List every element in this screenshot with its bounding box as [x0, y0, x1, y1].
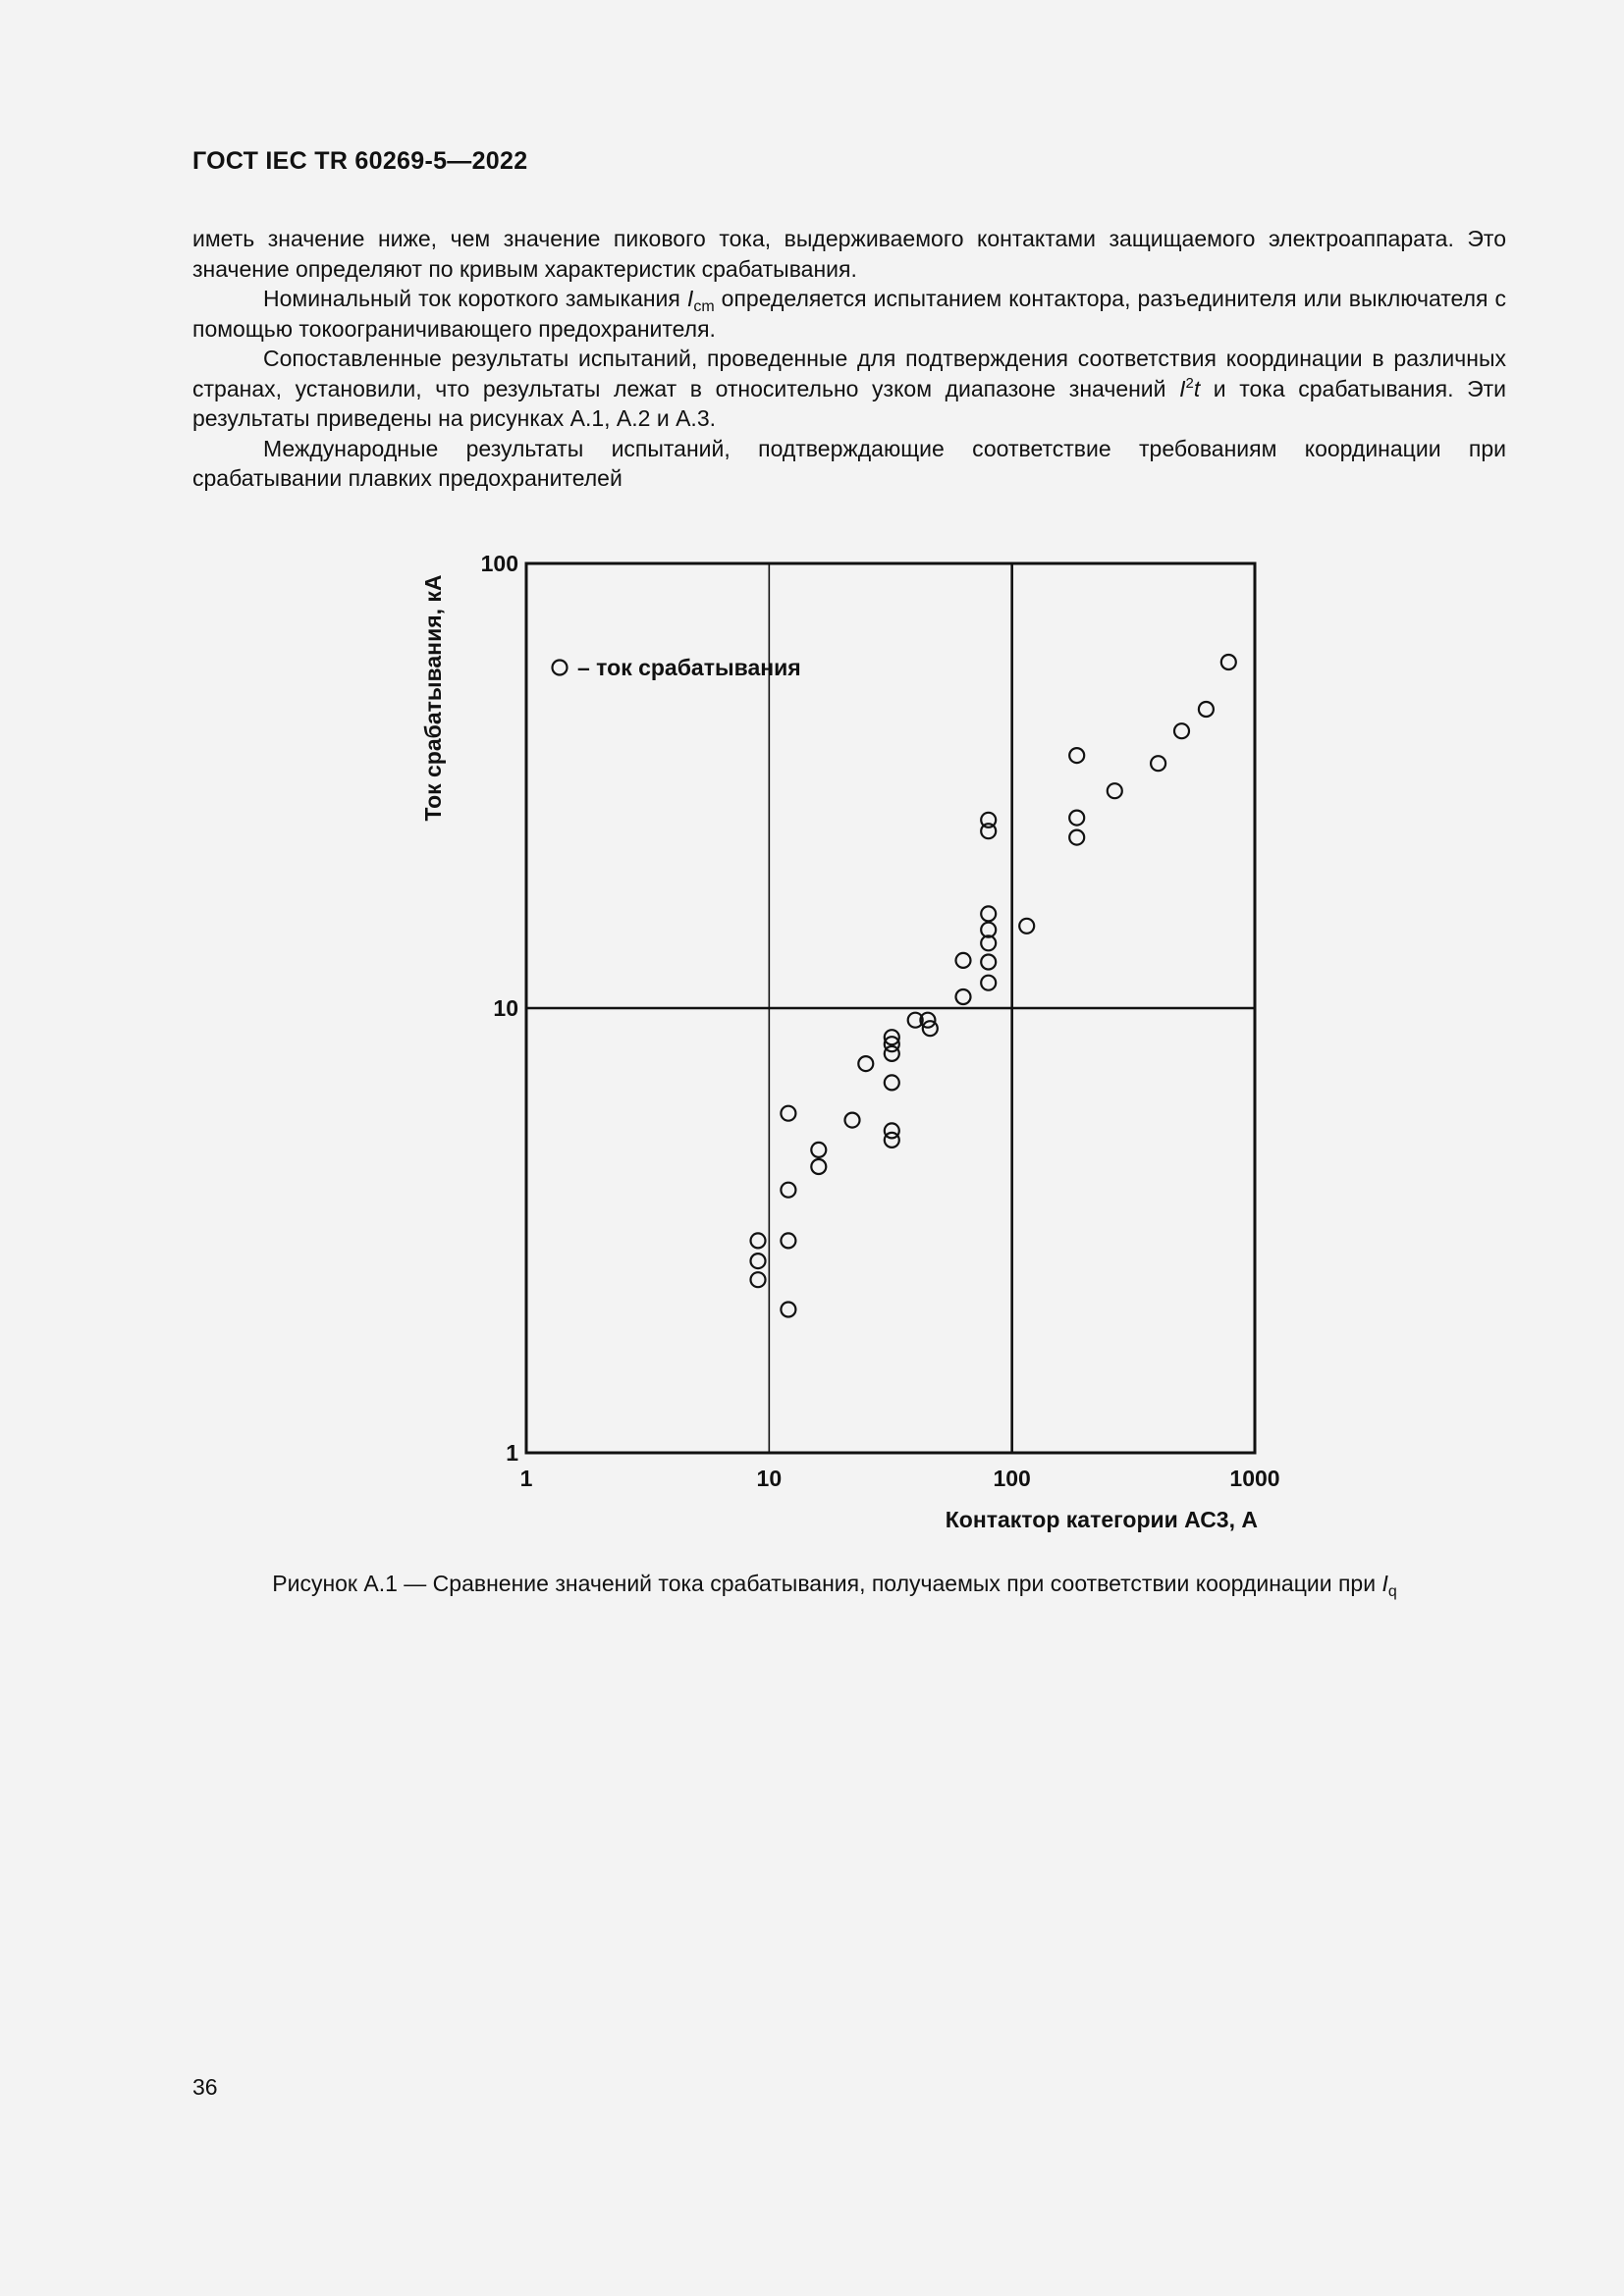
data-point: [1069, 830, 1084, 845]
x-tick-label: 10: [756, 1466, 783, 1491]
chart-grid: [526, 563, 1255, 1453]
data-point: [981, 955, 996, 970]
data-point: [1069, 748, 1084, 763]
data-point: [885, 1133, 899, 1148]
data-point: [845, 1113, 860, 1128]
data-point: [781, 1106, 795, 1121]
caption-text: Рисунок А.1 — Сравнение значений тока срабатывания, получаемых при соответствии координации при: [272, 1571, 1382, 1596]
data-point: [858, 1056, 873, 1071]
body-text: [192, 224, 1506, 494]
y-tick-label: 10: [493, 995, 518, 1021]
page-number: 36: [192, 2074, 218, 2100]
data-point: [981, 906, 996, 921]
data-point: [923, 1021, 938, 1036]
text-segment: Сопоставленные результаты испытаний, проведенные для подтверждения соответствия координации в различных странах, установили, что результаты лежат в относительно узком диапазоне значений: [192, 346, 1506, 401]
y-tick-label: 100: [480, 551, 518, 576]
caption-subscript: q: [1387, 1583, 1397, 1600]
caption-symbol: I: [1381, 1571, 1388, 1596]
legend: [553, 655, 801, 680]
document-title: ГОСТ IEC TR 60269-5—2022: [192, 147, 528, 175]
x-tick-label: 100: [993, 1466, 1031, 1491]
text-segment: 2: [1185, 374, 1194, 392]
legend-marker-icon: [553, 661, 568, 675]
x-tick-label: 1: [519, 1466, 533, 1491]
x-tick-label: 1000: [1229, 1466, 1280, 1491]
paragraph-1: [192, 224, 1506, 284]
data-point: [751, 1233, 766, 1248]
text-segment: иметь значение ниже, чем значение пикового тока, выдерживаемого контактами защищаемого электроаппарата. Это значение определяют по кривым характеристик срабатывания.: [192, 226, 1506, 282]
text-segment: Международные результаты испытаний, подтверждающие соответствие требованиям координации при срабатывании плавких предохранителей: [192, 435, 1506, 491]
data-point: [781, 1303, 795, 1317]
data-point: [1221, 655, 1236, 669]
data-point: [1019, 919, 1034, 934]
figure-a1: [393, 530, 1316, 1561]
scatter-chart: [393, 530, 1316, 1561]
data-point: [981, 976, 996, 990]
data-point: [751, 1254, 766, 1268]
axis-ticks: [481, 551, 1280, 1491]
data-point: [1174, 723, 1189, 738]
text-segment: определяется испытанием контактора, разъединителя или выключателя с помощью токоограничивающего предохранителя.: [192, 286, 1506, 342]
paragraph-2: [192, 284, 1506, 344]
data-point: [781, 1233, 795, 1248]
data-point: [981, 824, 996, 838]
data-point: [956, 989, 971, 1004]
data-point: [781, 1183, 795, 1198]
text-segment: cm: [693, 298, 715, 315]
legend-label: – ток срабатывания: [577, 655, 801, 680]
y-tick-label: 1: [506, 1440, 518, 1466]
x-axis-label: Контактор категории АС3, А: [945, 1507, 1258, 1532]
data-point: [885, 1075, 899, 1090]
data-point: [811, 1159, 826, 1174]
data-point: [1108, 783, 1122, 798]
text-segment: I: [1179, 375, 1186, 401]
data-point: [1151, 756, 1165, 771]
text-segment: и тока срабатывания. Эти результаты приведены на рисунках А.1, А.2 и А.3.: [192, 375, 1506, 431]
text-segment: t: [1193, 375, 1201, 401]
paragraph-3: [192, 344, 1506, 434]
paragraph-4: [192, 434, 1506, 494]
data-point: [1069, 811, 1084, 826]
text-segment: Номинальный ток короткого замыкания: [263, 286, 687, 311]
figure-caption: [196, 1569, 1473, 1598]
data-point: [1199, 702, 1214, 717]
data-points: [751, 655, 1236, 1317]
data-point: [811, 1143, 826, 1157]
data-point: [956, 953, 971, 968]
text-segment: I: [686, 286, 694, 311]
data-point: [751, 1272, 766, 1287]
data-point: [885, 1046, 899, 1061]
y-axis-label: Ток срабатывания, кА: [420, 574, 446, 822]
